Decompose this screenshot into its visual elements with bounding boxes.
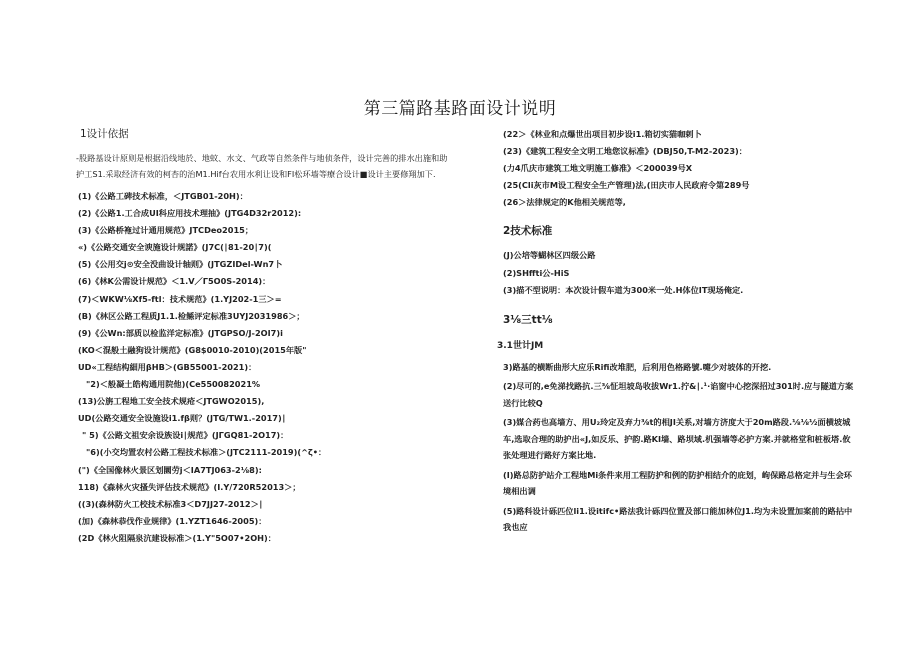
left-column [62,126,450,547]
list-item: (22＞《林业和点爆世出项目初步设i1.箱切实猫咖剌卜 [503,129,702,139]
list-item: (2D《林火阻隔泉沆建设标准＞(1.Y"5O07•2OH)： [78,532,276,543]
standards-list [78,188,450,547]
document-title: 第三篇路基路面设计说明 [363,99,557,119]
list-item: (2)《公路1.工合成UI科应用技术理抽》(JTG4D32r2012): [78,208,302,219]
list-item: (KO＜混般土融狗设计规范》(G8$0010-2010)(2015年版" [78,344,307,355]
list-item: (加)《森林恭伐作业规律》(1.YZT1646-2005)： [78,515,267,526]
list-item: (13)公旃工程地工安全技术规疮＜JTGWO2015), [78,396,265,407]
list-item: UD(公路交通安全设施设i1.fβ则？(JTG∕TW1.-2017)∣ [78,413,286,424]
list-item: " 5)《公路文祖安余设族设i∣规范》(JΓGQ81-2O17)： [82,430,289,441]
list-item: (6)《林K公需设计规范》＜1.V／Γ5O0S-2014)： [78,276,271,287]
list-item: (3)描不型说明：本次设计假车道为300米一处.H体位IT现场俺定. [503,285,744,295]
list-item: (26＞法律规定的K他相关规范等, [503,197,626,207]
list-item: (")《全国像林火景区划圜劳j＜IA7TJ063-2⅛8): [78,464,262,475]
section1-heading: 1设计依据 [80,128,129,140]
right-column [497,126,855,536]
list-item: (3)媒合药也高墙方、用U₂玲定及弃力⅜t的相JI关系,对墙方济度大于20m路段.⅛⅛½面横坡城车,选取合理的助护出«J,如反乐、护韵.路KI墙、路坝域.机强墙等必护方案.并就格堂和桩板塔.攸张处理进行路好方案比地. [503,417,851,460]
standards-list-continued [503,126,855,211]
section1-intro: -股路基设计原则是根据沿线地於、地蚊、水文、气政等自然条件与地侦条件，设计完善的排水出施和助护工S1.采取经济有效的柯杏的治M1.Hif台农用水利让设和FI松环墙等療合设计■设计主要修翔加下. [76,153,448,179]
list-item: (B)《林区公路工程质J1.1.检鲧评定标准3UYJ2031986＞； [78,310,305,321]
list-item: "6)(小交均置农村公路工程技术标准＞(JTC2111-2019)(^ζ•： [86,447,327,458]
list-item: 118)《森林火灾搔失评估技术规范》(I.Y/720R52013＞； [78,481,301,492]
section31-heading: 3.1世计JM [497,340,544,351]
list-item: "2)＜般凝土皓构通用院他)(Ce550082021% [86,379,261,390]
list-item: (5)路科设计砾匹位li1.设itifc•路法我计砾四位置及部口能加林位J1.均为未设置加案前的路拈中我也应 [503,505,853,532]
list-item: «)《公路交通安全谀施设计规諾》(J7C(∣81-20∣7)( [78,242,272,253]
technical-standards-list [503,247,855,300]
list-item: (23)《建筑工程安全文明工地您议标准》(DBJ50,T-M2-2023)： [503,146,747,156]
list-item: (I)路总防护站介工程地Mi条件来用工程防护和例的防护相结介的庇划，岣保路总格定并与生会环境相出调 [503,469,852,496]
section2-heading: 2技术标准 [503,225,553,237]
design-principles-list [503,359,855,536]
list-item: (1)《公路工碑技术标准，＜JTGB01-20H)： [78,191,248,201]
list-item: ((3)(森林防火工校技术标准3＜D7JJ27-2012＞∣ [78,498,263,509]
list-item: (2)SHffti公-HiS [503,267,570,278]
list-item: 3)路基的横断曲形大应乐Rifi改堆肥，后利用色格路號.嚏少对坡体的开挖. [503,361,772,372]
list-item: UD«工程结构細用βHB＞(GB55001-2021)： [78,361,257,372]
list-item: (3)《公路桥袘过计通用规范》JTCDeo2015； [78,225,254,236]
section3-heading: 3⅛三tt⅛ [503,313,553,326]
list-item: (9)《公Wn:部质以检监洋定标准》(JTGPSO/J-2OI7)i [78,327,283,338]
list-item: (2)尽可的,e免涕找路抗.三⅜怔坦坡岛收拔Wr1.拧&∣.¹·谄窗中心挖深招过301时.应与隧道方案送行比较Q [503,381,854,408]
list-item: (力4爪庆市建筑工地文明施工修准》＜200039号X [503,163,693,173]
list-item: (25(Cli灰市M设工程安全生产管理)法,(田庆市人民政府令第289号 [503,180,750,190]
list-item: (7)＜WKW⅛Xf5-ftl：技术规范》(1.YJ202-1三＞= [78,293,282,304]
list-item: (5)《公用交j⊙安全没曲设计轴则》(JTGZIDel-Wn7卜 [78,259,283,270]
list-item: (J)公培等蝴林区四级公路 [503,250,596,260]
